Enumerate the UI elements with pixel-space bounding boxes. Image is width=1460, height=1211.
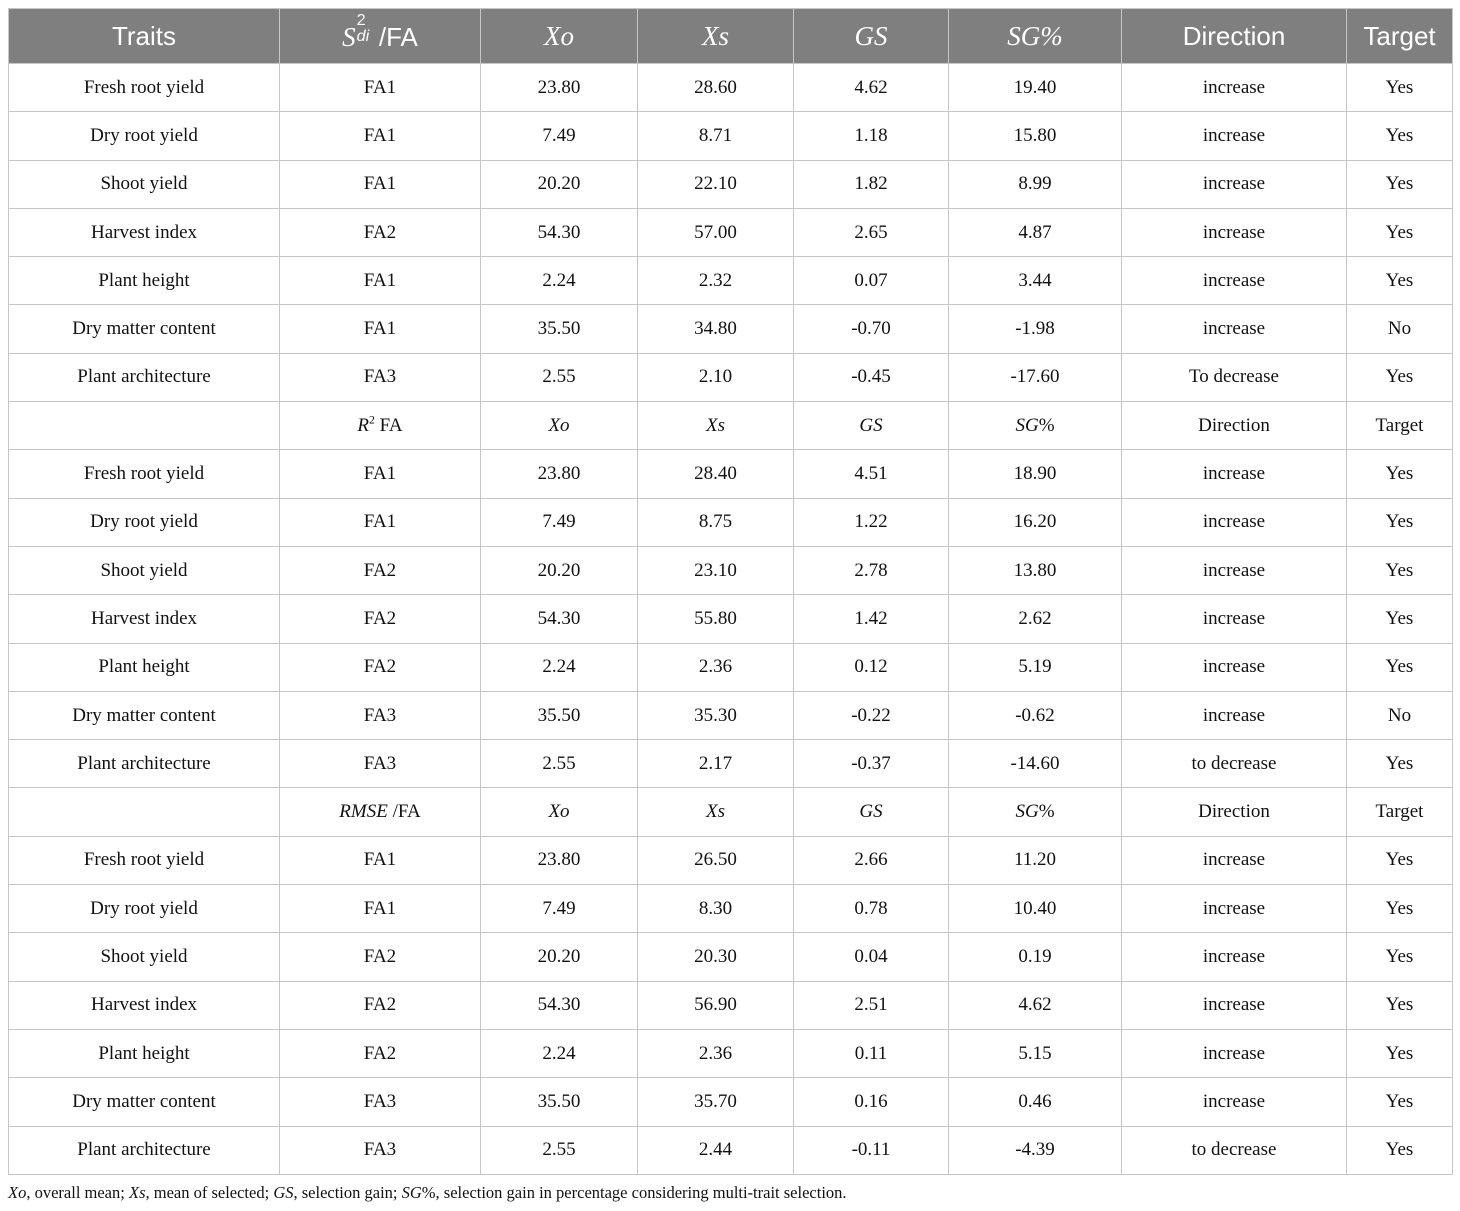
cell-sg-percent: 11.20 <box>949 836 1122 884</box>
cell-direction: increase <box>1122 305 1347 353</box>
table-row <box>9 546 1453 594</box>
cell-fa: FA3 <box>280 353 481 401</box>
cell-gs: -0.37 <box>794 740 949 788</box>
cell-xo: 7.49 <box>481 112 638 160</box>
cell-xo: 35.50 <box>481 305 638 353</box>
cell-fa: FA1 <box>280 112 481 160</box>
cell-gs: 4.62 <box>794 64 949 112</box>
cell-trait: Plant height <box>9 643 280 691</box>
cell-xo: 20.20 <box>481 546 638 594</box>
cell-target: No <box>1347 691 1453 739</box>
subheader-xs: Xs <box>638 788 794 836</box>
cell-target: Yes <box>1347 450 1453 498</box>
cell-gs: 0.04 <box>794 933 949 981</box>
cell-direction: increase <box>1122 257 1347 305</box>
cell-target: Yes <box>1347 836 1453 884</box>
cell-target: Yes <box>1347 546 1453 594</box>
cell-xo: 54.30 <box>481 595 638 643</box>
cell-fa: FA1 <box>280 836 481 884</box>
header-sg-percent: SG% <box>949 9 1122 64</box>
cell-xs: 35.70 <box>638 1078 794 1126</box>
cell-direction: increase <box>1122 981 1347 1029</box>
cell-trait: Dry matter content <box>9 691 280 739</box>
cell-fa: FA3 <box>280 1126 481 1174</box>
cell-trait: Fresh root yield <box>9 450 280 498</box>
cell-fa: FA2 <box>280 1029 481 1077</box>
subheader-empty-cell <box>9 402 280 450</box>
cell-trait: Shoot yield <box>9 933 280 981</box>
cell-sg-percent: 18.90 <box>949 450 1122 498</box>
cell-xo: 2.55 <box>481 740 638 788</box>
cell-target: Yes <box>1347 595 1453 643</box>
cell-sg-percent: -4.39 <box>949 1126 1122 1174</box>
cell-gs: 1.22 <box>794 498 949 546</box>
header-s2di-fa: S 2 di /FA <box>280 9 481 64</box>
subheader-row-r2 <box>9 402 1453 450</box>
cell-xo: 2.55 <box>481 1126 638 1174</box>
header-direction: Direction <box>1122 9 1347 64</box>
cell-sg-percent: 5.19 <box>949 643 1122 691</box>
table-row <box>9 691 1453 739</box>
cell-sg-percent: 2.62 <box>949 595 1122 643</box>
cell-trait: Harvest index <box>9 595 280 643</box>
subheader-sg-percent: SG% <box>949 788 1122 836</box>
cell-sg-percent: 10.40 <box>949 885 1122 933</box>
selection-gain-table <box>8 8 1453 1175</box>
table-row <box>9 836 1453 884</box>
cell-trait: Plant architecture <box>9 1126 280 1174</box>
cell-trait: Dry matter content <box>9 305 280 353</box>
cell-gs: 0.12 <box>794 643 949 691</box>
cell-gs: 2.51 <box>794 981 949 1029</box>
cell-gs: 0.07 <box>794 257 949 305</box>
cell-direction: increase <box>1122 546 1347 594</box>
cell-xo: 23.80 <box>481 450 638 498</box>
cell-xo: 35.50 <box>481 1078 638 1126</box>
cell-trait: Plant architecture <box>9 353 280 401</box>
cell-direction: increase <box>1122 450 1347 498</box>
cell-sg-percent: 13.80 <box>949 546 1122 594</box>
cell-xs: 8.71 <box>638 112 794 160</box>
cell-target: Yes <box>1347 1126 1453 1174</box>
table-row <box>9 257 1453 305</box>
cell-xo: 7.49 <box>481 885 638 933</box>
table-row <box>9 353 1453 401</box>
cell-gs: 2.65 <box>794 208 949 256</box>
cell-xs: 56.90 <box>638 981 794 1029</box>
subheader-xo: Xo <box>481 402 638 450</box>
header-target: Target <box>1347 9 1453 64</box>
cell-xs: 34.80 <box>638 305 794 353</box>
table-row <box>9 160 1453 208</box>
cell-fa: FA2 <box>280 595 481 643</box>
cell-trait: Plant height <box>9 257 280 305</box>
cell-trait: Shoot yield <box>9 546 280 594</box>
cell-direction: to decrease <box>1122 1126 1347 1174</box>
cell-gs: 0.78 <box>794 885 949 933</box>
cell-fa: FA3 <box>280 1078 481 1126</box>
cell-fa: FA1 <box>280 885 481 933</box>
cell-direction: increase <box>1122 691 1347 739</box>
cell-sg-percent: 19.40 <box>949 64 1122 112</box>
cell-target: Yes <box>1347 64 1453 112</box>
cell-sg-percent: 16.20 <box>949 498 1122 546</box>
cell-target: Yes <box>1347 933 1453 981</box>
cell-target: Yes <box>1347 498 1453 546</box>
cell-xs: 2.17 <box>638 740 794 788</box>
cell-direction: increase <box>1122 160 1347 208</box>
cell-trait: Dry matter content <box>9 1078 280 1126</box>
cell-gs: 2.78 <box>794 546 949 594</box>
table-row <box>9 112 1453 160</box>
cell-gs: 4.51 <box>794 450 949 498</box>
cell-xs: 20.30 <box>638 933 794 981</box>
subheader-empty-cell <box>9 788 280 836</box>
cell-target: Yes <box>1347 1078 1453 1126</box>
table-header-row <box>9 9 1453 64</box>
table-row <box>9 933 1453 981</box>
cell-target: Yes <box>1347 112 1453 160</box>
table-row <box>9 450 1453 498</box>
cell-fa: FA3 <box>280 740 481 788</box>
table-row <box>9 885 1453 933</box>
cell-xo: 2.55 <box>481 353 638 401</box>
cell-trait: Fresh root yield <box>9 64 280 112</box>
cell-xo: 35.50 <box>481 691 638 739</box>
subheader-direction: Direction <box>1122 402 1347 450</box>
cell-gs: -0.70 <box>794 305 949 353</box>
cell-target: Yes <box>1347 885 1453 933</box>
cell-fa: FA3 <box>280 691 481 739</box>
cell-xo: 20.20 <box>481 933 638 981</box>
cell-trait: Shoot yield <box>9 160 280 208</box>
cell-trait: Dry root yield <box>9 498 280 546</box>
cell-direction: increase <box>1122 933 1347 981</box>
cell-sg-percent: 8.99 <box>949 160 1122 208</box>
cell-fa: FA2 <box>280 981 481 1029</box>
cell-xs: 55.80 <box>638 595 794 643</box>
subheader-target: Target <box>1347 788 1453 836</box>
cell-direction: to decrease <box>1122 740 1347 788</box>
table-row <box>9 981 1453 1029</box>
cell-sg-percent: 4.62 <box>949 981 1122 1029</box>
cell-gs: -0.22 <box>794 691 949 739</box>
cell-xs: 2.36 <box>638 643 794 691</box>
cell-target: Yes <box>1347 1029 1453 1077</box>
cell-xs: 2.44 <box>638 1126 794 1174</box>
cell-xs: 28.60 <box>638 64 794 112</box>
cell-direction: increase <box>1122 498 1347 546</box>
cell-gs: 0.11 <box>794 1029 949 1077</box>
cell-sg-percent: -17.60 <box>949 353 1122 401</box>
table-row <box>9 1126 1453 1174</box>
cell-xo: 23.80 <box>481 836 638 884</box>
cell-fa: FA2 <box>280 643 481 691</box>
table-row <box>9 643 1453 691</box>
cell-target: Yes <box>1347 353 1453 401</box>
cell-direction: increase <box>1122 112 1347 160</box>
cell-sg-percent: 0.46 <box>949 1078 1122 1126</box>
subheader-target: Target <box>1347 402 1453 450</box>
cell-direction: increase <box>1122 595 1347 643</box>
header-traits: Traits <box>9 9 280 64</box>
cell-fa: FA1 <box>280 450 481 498</box>
cell-gs: 1.42 <box>794 595 949 643</box>
cell-gs: -0.45 <box>794 353 949 401</box>
cell-direction: increase <box>1122 643 1347 691</box>
cell-direction: increase <box>1122 885 1347 933</box>
table-row <box>9 1029 1453 1077</box>
subheader-xs: Xs <box>638 402 794 450</box>
subheader-sg-percent: SG% <box>949 402 1122 450</box>
cell-fa: FA1 <box>280 305 481 353</box>
subheader-direction: Direction <box>1122 788 1347 836</box>
cell-direction: increase <box>1122 1029 1347 1077</box>
cell-target: No <box>1347 305 1453 353</box>
cell-xo: 7.49 <box>481 498 638 546</box>
subheader-gs: GS <box>794 402 949 450</box>
cell-xs: 2.36 <box>638 1029 794 1077</box>
subheader-criterion: $R^2$ FA <box>280 402 481 450</box>
cell-xs: 8.30 <box>638 885 794 933</box>
cell-target: Yes <box>1347 740 1453 788</box>
cell-xo: 20.20 <box>481 160 638 208</box>
table-container <box>8 8 1452 1175</box>
table-row <box>9 498 1453 546</box>
cell-xo: 2.24 <box>481 257 638 305</box>
subheader-criterion: RMSE /FA <box>280 788 481 836</box>
cell-fa: FA2 <box>280 546 481 594</box>
cell-xs: 2.10 <box>638 353 794 401</box>
cell-target: Yes <box>1347 981 1453 1029</box>
cell-trait: Plant height <box>9 1029 280 1077</box>
cell-xs: 23.10 <box>638 546 794 594</box>
table-row <box>9 305 1453 353</box>
cell-gs: 1.82 <box>794 160 949 208</box>
cell-target: Yes <box>1347 257 1453 305</box>
subheader-xo: Xo <box>481 788 638 836</box>
cell-target: Yes <box>1347 643 1453 691</box>
subheader-gs: GS <box>794 788 949 836</box>
cell-direction: increase <box>1122 64 1347 112</box>
cell-fa: FA2 <box>280 208 481 256</box>
cell-direction: increase <box>1122 208 1347 256</box>
table-row <box>9 208 1453 256</box>
cell-fa: FA1 <box>280 498 481 546</box>
cell-fa: FA1 <box>280 257 481 305</box>
cell-direction: To decrease <box>1122 353 1347 401</box>
cell-xo: 54.30 <box>481 208 638 256</box>
cell-sg-percent: -0.62 <box>949 691 1122 739</box>
cell-gs: 0.16 <box>794 1078 949 1126</box>
cell-xs: 26.50 <box>638 836 794 884</box>
cell-direction: increase <box>1122 836 1347 884</box>
cell-xs: 22.10 <box>638 160 794 208</box>
cell-trait: Harvest index <box>9 208 280 256</box>
subheader-row-rmse <box>9 788 1453 836</box>
cell-xs: 57.00 <box>638 208 794 256</box>
cell-sg-percent: 4.87 <box>949 208 1122 256</box>
cell-target: Yes <box>1347 160 1453 208</box>
cell-xs: 28.40 <box>638 450 794 498</box>
cell-xs: 8.75 <box>638 498 794 546</box>
cell-trait: Dry root yield <box>9 112 280 160</box>
cell-trait: Harvest index <box>9 981 280 1029</box>
table-row <box>9 595 1453 643</box>
cell-target: Yes <box>1347 208 1453 256</box>
table-row <box>9 64 1453 112</box>
table-body <box>9 64 1453 1175</box>
cell-sg-percent: 15.80 <box>949 112 1122 160</box>
table-row <box>9 740 1453 788</box>
header-xs: Xs <box>638 9 794 64</box>
cell-sg-percent: 0.19 <box>949 933 1122 981</box>
cell-trait: Plant architecture <box>9 740 280 788</box>
cell-xo: 23.80 <box>481 64 638 112</box>
cell-fa: FA2 <box>280 933 481 981</box>
cell-xo: 2.24 <box>481 643 638 691</box>
cell-gs: 2.66 <box>794 836 949 884</box>
cell-xo: 54.30 <box>481 981 638 1029</box>
header-xo: Xo <box>481 9 638 64</box>
cell-fa: FA1 <box>280 160 481 208</box>
table-row <box>9 1078 1453 1126</box>
cell-trait: Dry root yield <box>9 885 280 933</box>
cell-xs: 2.32 <box>638 257 794 305</box>
cell-sg-percent: 5.15 <box>949 1029 1122 1077</box>
header-gs: GS <box>794 9 949 64</box>
cell-xo: 2.24 <box>481 1029 638 1077</box>
cell-direction: increase <box>1122 1078 1347 1126</box>
cell-sg-percent: 3.44 <box>949 257 1122 305</box>
cell-sg-percent: -1.98 <box>949 305 1122 353</box>
cell-gs: 1.18 <box>794 112 949 160</box>
cell-gs: -0.11 <box>794 1126 949 1174</box>
cell-trait: Fresh root yield <box>9 836 280 884</box>
cell-sg-percent: -14.60 <box>949 740 1122 788</box>
cell-xs: 35.30 <box>638 691 794 739</box>
cell-fa: FA1 <box>280 64 481 112</box>
table-footnote: Xo, overall mean; Xs, mean of selected; GS, selection gain; SG%, selection gain in percentage considering multi-trait selection. <box>8 1183 847 1202</box>
